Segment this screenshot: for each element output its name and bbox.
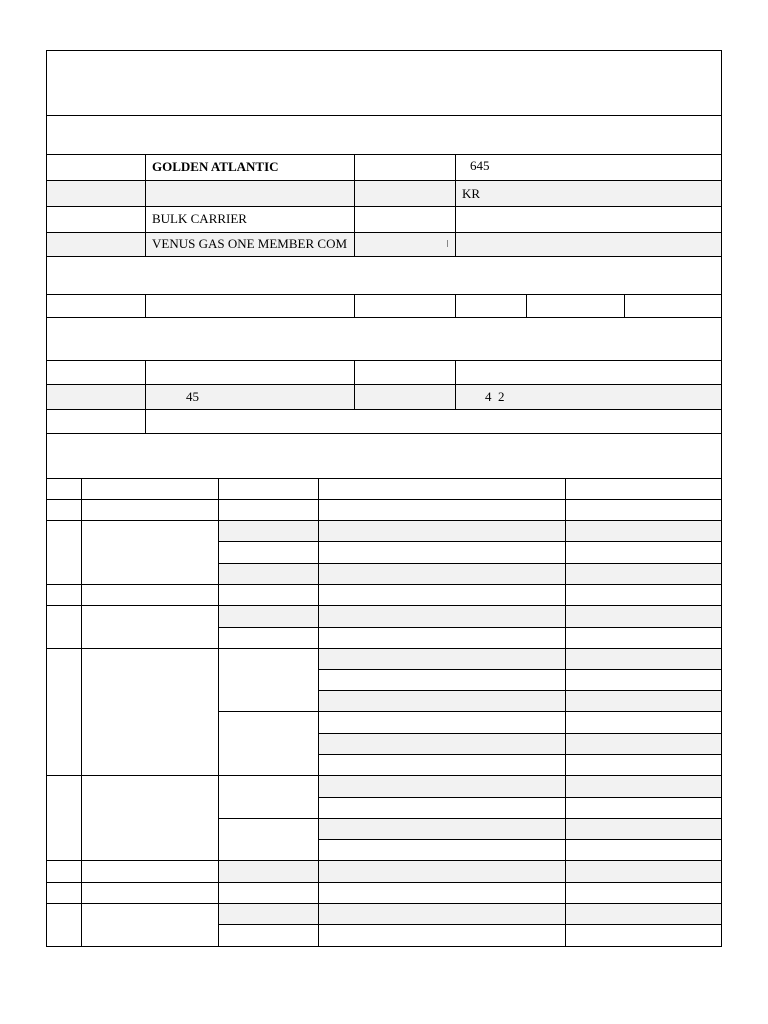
col-rule	[565, 478, 566, 946]
vessel-name: GOLDEN ATLANTIC	[152, 159, 279, 174]
rule	[47, 154, 721, 155]
rule	[47, 115, 721, 116]
rule	[47, 478, 721, 479]
col-rule	[354, 360, 355, 409]
owner-name: VENUS GAS ONE MEMBER COM	[152, 236, 348, 251]
ship-type: BULK CARRIER	[152, 211, 247, 226]
rule	[47, 317, 721, 318]
rule	[318, 669, 721, 670]
col-rule	[145, 154, 146, 256]
col-rule	[354, 154, 355, 256]
rule	[47, 294, 721, 295]
rule	[47, 584, 721, 585]
rule	[318, 839, 721, 840]
rule	[47, 882, 721, 883]
vessel-number: 645	[470, 158, 490, 173]
rule	[47, 520, 721, 521]
rule	[47, 433, 721, 434]
col-rule	[218, 478, 219, 946]
particular-value-left: 45	[186, 389, 199, 404]
rule	[219, 541, 721, 542]
rule	[47, 648, 721, 649]
rule	[318, 733, 721, 734]
col-rule	[81, 478, 82, 946]
particular-value-right: 4 2	[485, 389, 505, 404]
rule	[47, 360, 721, 361]
rule	[318, 797, 721, 798]
col-rule	[455, 294, 456, 317]
rule	[47, 499, 721, 500]
flag-code: KR	[462, 186, 481, 201]
tick-mark	[447, 240, 448, 247]
col-rule	[526, 294, 527, 317]
col-rule	[318, 478, 319, 946]
col-rule	[455, 154, 456, 256]
rule	[47, 384, 721, 385]
rule	[47, 256, 721, 257]
rule	[318, 754, 721, 755]
rule	[219, 818, 721, 819]
rule	[47, 903, 721, 904]
rule	[47, 409, 721, 410]
rule	[219, 711, 721, 712]
rule	[47, 232, 721, 233]
rule	[47, 860, 721, 861]
col-rule	[354, 294, 355, 317]
col-rule	[145, 294, 146, 317]
rule	[47, 180, 721, 181]
col-rule	[624, 294, 625, 317]
rule	[219, 627, 721, 628]
rule	[219, 924, 721, 925]
rule	[47, 775, 721, 776]
rule	[47, 605, 721, 606]
rule	[47, 206, 721, 207]
col-rule	[145, 360, 146, 433]
col-rule	[455, 360, 456, 409]
rule	[318, 690, 721, 691]
rule	[219, 563, 721, 564]
